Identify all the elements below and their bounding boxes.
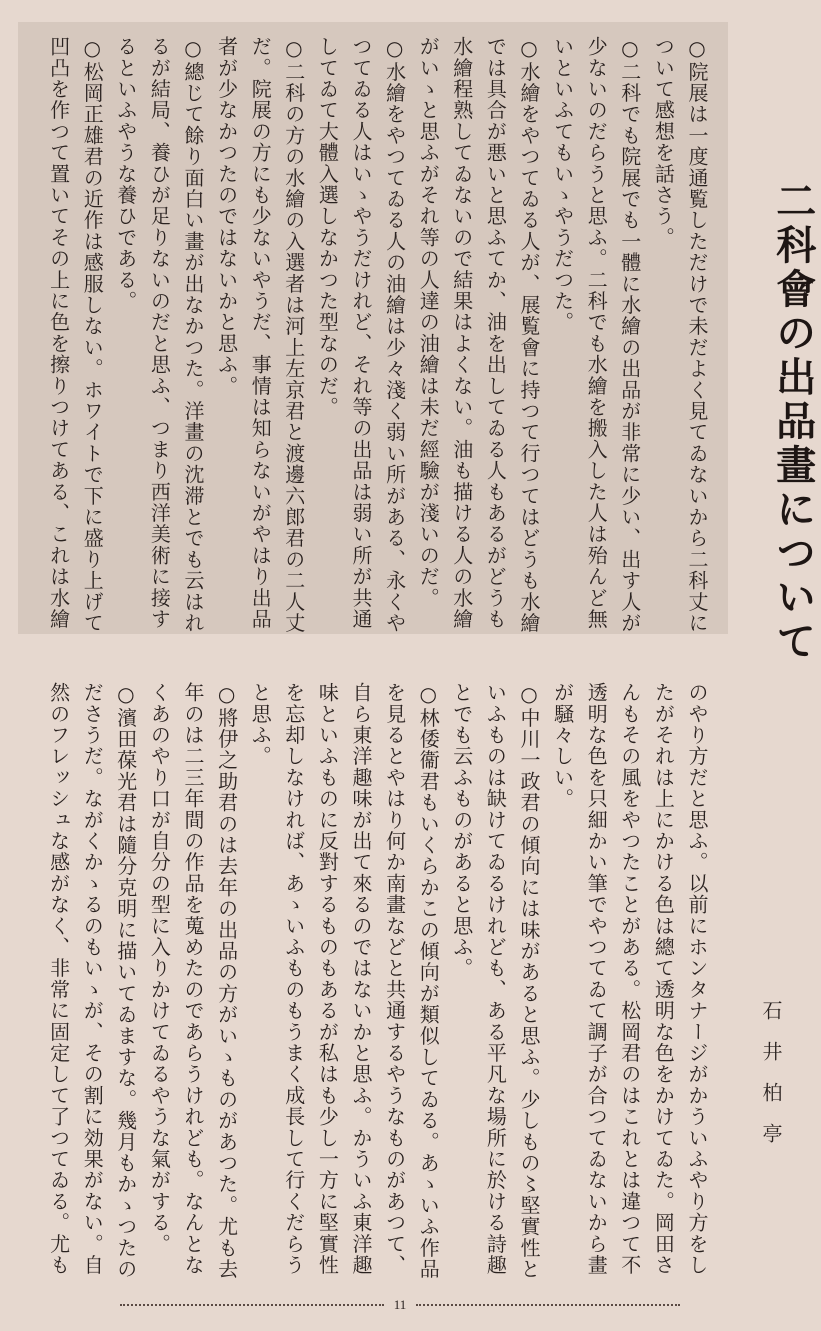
article-title: 二科會の出品畫について	[769, 180, 816, 664]
author-name: 石井柏亭	[759, 1000, 783, 1164]
text-line: 水繪程熟してゐないので結果はよくない。油も描ける人の水繪	[449, 36, 474, 630]
text-line: のやり方だと思ふ。以前にホンタナージがかういふやり方をし	[685, 682, 709, 1276]
text-line: くあのやり口が自分の型に入りかけてゐるやうな氣がする。	[147, 682, 172, 1255]
text-line: を見るとやはり何か南畫などと共通するやうなものがあつて、	[382, 682, 407, 1276]
footer-rule-right	[416, 1304, 680, 1306]
text-line: るが結局、養ひが足りないのだと思ふ、つまり西洋美術に接す	[147, 36, 172, 630]
text-line: ○二科でも院展でも一體に水繪の出品が非常に少い、出す人が	[617, 36, 642, 634]
footer-rule-left	[120, 1304, 384, 1306]
text-line: ださうだ。ながくかゝるのもいゝが、その割に効果がない。自	[80, 682, 105, 1276]
text-line: 味といふものに反對するものもあるが私はも少し一方に堅實性	[315, 682, 340, 1276]
text-line: いといふてもいゝやうだつた。	[550, 36, 575, 333]
text-line: 少ないのだらうと思ふ。二科でも水繪を搬入した人は殆んど無	[584, 36, 609, 630]
text-line: ○水繪をやつてゐる人が、展覧會に持つて行つてはどうも水繪	[517, 36, 541, 634]
text-line: ○二科の方の水繪の入選者は河上左京君と渡邊六郎君の二人丈	[281, 36, 306, 634]
text-line: 透明な色を只細かい筆でやつてゐて調子が合つてゐないから畫	[584, 682, 609, 1276]
text-line: つてゐる人はいゝやうだけれど、それ等の出品は弱い所が共通	[349, 36, 373, 630]
page-footer	[120, 1298, 680, 1312]
text-line: ○濱田葆光君は隨分克明に描いてゐますな。幾月もかゝつたの	[113, 682, 138, 1280]
text-line: るといふやうな養ひである。	[113, 36, 138, 312]
text-line: を忘却しなければ、あゝいふものもうまく成長して行くだらう	[281, 682, 306, 1276]
text-line: ○水繪をやつてゐる人の油繪は少々淺く弱い所がある、永くや	[382, 36, 407, 634]
text-line: と思ふ。	[248, 682, 273, 767]
text-line: ○將伊之助君のは去年の出品の方がいゝものがあつた。尤も去	[214, 682, 239, 1280]
page-number: 11	[393, 1297, 407, 1312]
text-line: 者が少なかつたのではないかと思ふ。	[214, 36, 239, 397]
text-line: 凹凸を作つて置いてその上に色を擦りつけてある、これは水繪	[46, 36, 71, 630]
text-line: んもその風をやつたことがある。松岡君のはこれとは違つて不	[617, 682, 642, 1276]
show-through-text	[728, 40, 758, 600]
text-line: たがそれは上にかける色は總て透明な色をかけてゐた。岡田さ	[651, 682, 676, 1276]
text-line: ○松岡正雄君の近作は感服しない。ホワイトで下に盛り上げて	[80, 36, 105, 634]
text-line: 自ら東洋趣味が出て來るのではないかと思ふ。かういふ東洋趣	[349, 682, 373, 1276]
text-line: してゐて大體入選しなかつた型なのだ。	[315, 36, 340, 418]
text-line: がいゝと思ふがそれ等の人達の油繪は未だ經驗が淺いのだ。	[416, 36, 441, 609]
text-line: だ。院展の方にも少ないやうだ、事情は知らないがやはり出品	[248, 36, 273, 630]
text-line: では具合が悪いと思ふてか、油を出してゐる人もあるがどうも	[483, 36, 508, 630]
text-line: ついて感想を話さう。	[651, 36, 676, 248]
text-line: 然のフレッシュな感がなく、非常に固定して了つてゐる。尤も	[46, 682, 71, 1276]
text-line: が騒々しい。	[550, 682, 575, 810]
text-line: 年のは二三年間の作品を蒐めたのであらうけれども。なんとな	[181, 682, 205, 1276]
text-line: ○中川一政君の傾向には味があると思ふ。少しもの〻堅實性と	[517, 682, 541, 1280]
text-line: ○總じて餘り面白い畫が出なかつた。洋畫の沈滞とでも云はれ	[181, 36, 205, 634]
text-line: いふものは缺けてゐるけれども、ある平凡な場所に於ける詩趣	[483, 682, 508, 1276]
text-line: とでも云ふものがあると思ふ。	[449, 682, 474, 979]
text-line: ○林倭衞君もいくらかこの傾向が類似してゐる。あゝいふ作品	[416, 682, 441, 1280]
text-line: ○院展は一度通覧しただけで未だよく見てゐないから二科丈に	[685, 36, 709, 634]
